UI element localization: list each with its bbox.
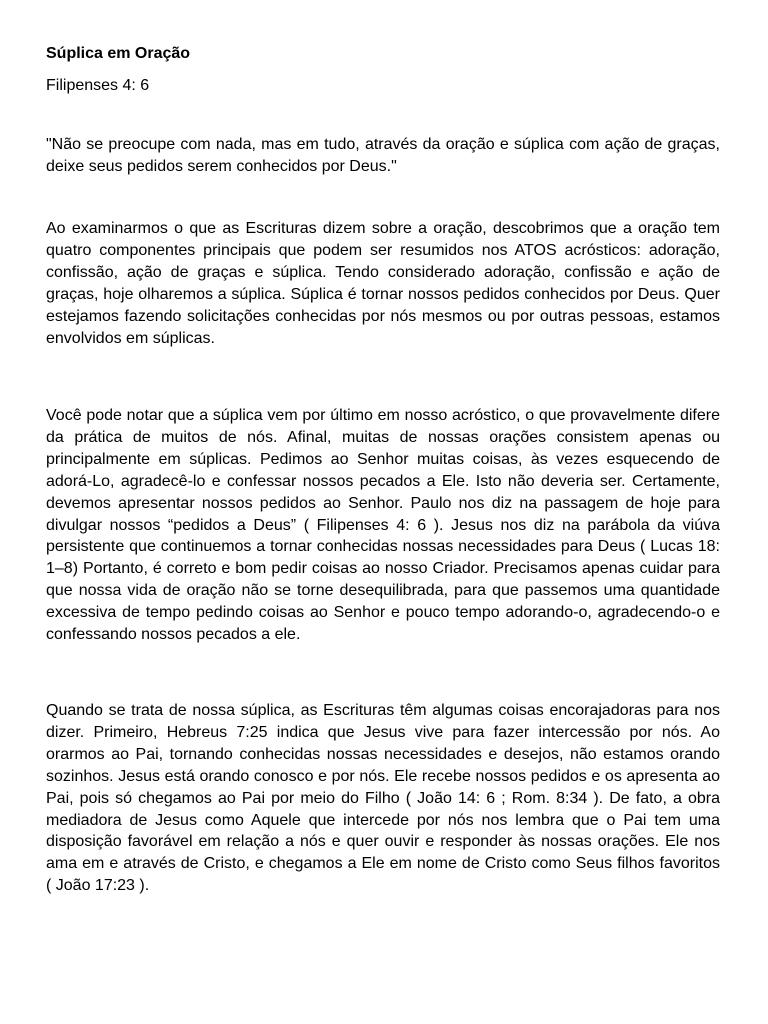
paragraph-intro: Ao examinarmos o que as Escrituras dizem sobre a oração, descobrimos que a oração tem quatro componentes principais que podem ser resumidos nos ATOS acrósticos: adoração, confissão, ação de graças e súplica. Tendo considerado adoração, confissão e ação de graças, hoje olharemos a súplica. Súplica é tornar nossos pedidos conhecidos por Deus. Quer estejamos fazendo solicitações conhecidas por nós mesmos ou por outras pessoas, estamos envolvidos em súplicas. xyxy=(46,220,720,347)
scripture-reference: Filipenses 4: 6 xyxy=(46,77,150,94)
paragraph-acrostic: Você pode notar que a súplica vem por último em nosso acróstico, o que provavelmente difere da prática de muitos de nós. Afinal, muitas de nossas orações consistem apenas ou principalmente em súplicas. Pedimos ao Senhor muitas coisas, às vezes esquecendo de adorá-Lo, agradecê-lo e confessar nossos pecados a Ele. Isto não deveria ser. Certamente, devemos apresentar nossos pedidos ao Senhor. Paulo nos diz na passagem de hoje para divulgar nossos “pedidos a Deus” ( Filipenses 4: 6 ). Jesus nos diz na parábola da viúva persistente que continuemos a tornar conhecidas nossas necessidades para Deus ( Lucas 18: 1–8) Portanto, é correto e bom pedir coisas ao nosso Criador. Precisamos apenas cuidar para que nossa vida de oração não se torne desequilibrada, para que passemos uma quantidade excessiva de tempo pedindo coisas ao Senhor e pouco tempo adorando-o, agradecendo-o e confessando nossos pecados a ele. xyxy=(46,407,720,644)
document-title: Súplica em Oração xyxy=(46,45,191,62)
paragraph-quote: "Não se preocupe com nada, mas em tudo, através da oração e súplica com ação de graças, deixe seus pedidos serem conhecidos por Deus." xyxy=(46,136,720,175)
paragraph-intercession: Quando se trata de nossa súplica, as Escrituras têm algumas coisas encorajadoras para nos dizer. Primeiro, Hebreus 7:25 indica que Jesus vive para fazer intercessão por nós. Ao orarmos ao Pai, tornando conhecidas nossas necessidades e desejos, não estamos orando sozinhos. Jesus está orando conosco e por nós. Ele recebe nossos pedidos e os apresenta ao Pai, pois só chegamos ao Pai por meio do Filho ( João 14: 6 ; Rom. 8:34 ). De fato, a obra mediadora de Jesus como Aquele que intercede por nós nos lembra que o Pai tem uma disposição favorável em relação a nós e quer ouvir e responder às nossas orações. Ele nos ama em e através de Cristo, e chegamos a Ele em nome de Cristo como Seus filhos favoritos ( João 17:23 ). xyxy=(46,702,720,895)
